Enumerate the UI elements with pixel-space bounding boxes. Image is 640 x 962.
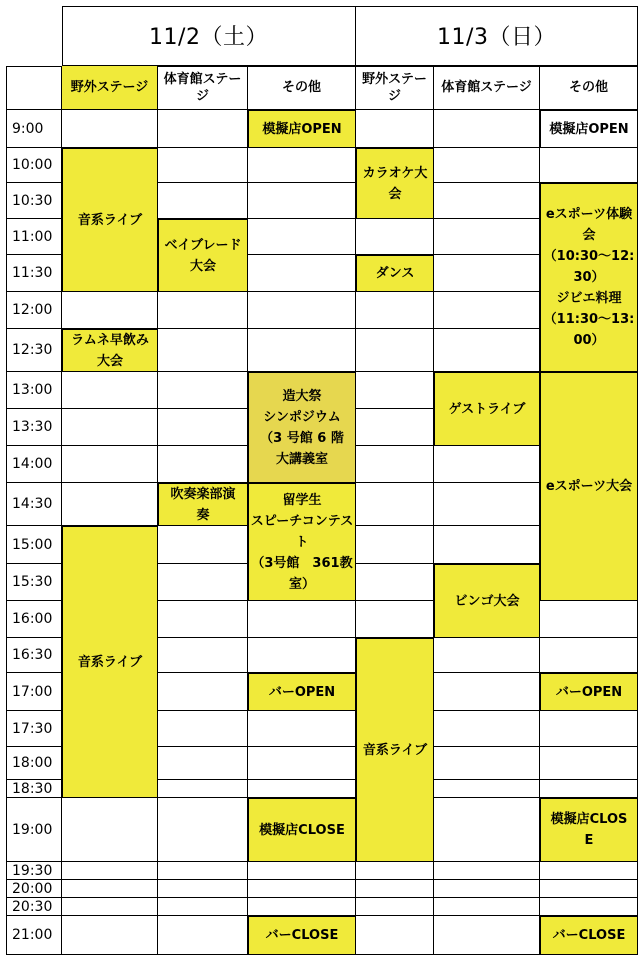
time-cell: 18:00 [6, 747, 62, 780]
grid-cell [356, 862, 434, 880]
grid-cell [540, 638, 638, 673]
event-cell: eスポーツ大会 [540, 372, 638, 601]
grid-cell [356, 564, 434, 601]
grid-cell [356, 329, 434, 372]
day-header-1: 11/2（土） [62, 6, 356, 66]
column-header-5: 体育館ステージ [434, 66, 540, 110]
time-cell: 14:30 [6, 483, 62, 526]
day-header-2: 11/3（日） [356, 6, 638, 66]
grid-cell [158, 372, 248, 409]
grid-cell [158, 638, 248, 673]
time-cell: 17:30 [6, 711, 62, 747]
grid-cell [356, 409, 434, 446]
grid-cell [434, 483, 540, 526]
grid-cell [434, 798, 540, 862]
event-cell: 模擬店CLOSE [248, 798, 356, 862]
event-cell: ビンゴ大会 [434, 564, 540, 638]
grid-cell [62, 898, 158, 916]
time-cell: 15:30 [6, 564, 62, 601]
grid-cell [62, 409, 158, 446]
grid-cell [434, 898, 540, 916]
grid-cell [434, 916, 540, 955]
event-cell: カラオケ大 会 [356, 148, 434, 219]
grid-cell [356, 898, 434, 916]
grid-cell [62, 446, 158, 483]
event-cell: バーCLOSE [540, 916, 638, 955]
grid-cell [248, 747, 356, 780]
time-cell: 14:00 [6, 446, 62, 483]
event-cell: 模擬店OPEN [540, 110, 638, 148]
grid-cell [158, 780, 248, 798]
grid-cell [62, 880, 158, 898]
grid-cell [158, 601, 248, 638]
grid-cell [434, 638, 540, 673]
grid-cell [248, 292, 356, 329]
grid-cell [62, 372, 158, 409]
grid-cell [62, 483, 158, 526]
corner-cell [6, 66, 62, 110]
time-cell: 16:30 [6, 638, 62, 673]
grid-cell [540, 898, 638, 916]
event-cell: バーCLOSE [248, 916, 356, 955]
grid-cell [434, 747, 540, 780]
column-header-6: その他 [540, 66, 638, 110]
grid-cell [158, 564, 248, 601]
event-cell: 音系ライブ [356, 638, 434, 862]
grid-cell [356, 483, 434, 526]
time-cell: 10:30 [6, 183, 62, 219]
grid-cell [158, 916, 248, 955]
grid-cell [158, 798, 248, 862]
grid-cell [158, 880, 248, 898]
grid-cell [158, 183, 248, 219]
grid-cell [540, 862, 638, 880]
grid-cell [434, 292, 540, 329]
time-cell: 20:30 [6, 898, 62, 916]
grid-cell [158, 110, 248, 148]
event-cell: 音系ライブ [62, 526, 158, 798]
time-cell: 20:00 [6, 880, 62, 898]
time-cell: 13:30 [6, 409, 62, 446]
grid-cell [248, 255, 356, 292]
time-cell: 17:00 [6, 673, 62, 711]
grid-cell [356, 601, 434, 638]
grid-cell [540, 711, 638, 747]
grid-cell [62, 862, 158, 880]
time-cell: 18:30 [6, 780, 62, 798]
grid-cell [248, 780, 356, 798]
time-cell: 9:00 [6, 110, 62, 148]
grid-cell [434, 255, 540, 292]
grid-cell [434, 329, 540, 372]
grid-cell [62, 292, 158, 329]
grid-cell [434, 446, 540, 483]
event-cell: ベイブレード 大会 [158, 219, 248, 292]
event-cell: ラムネ早飲み 大会 [62, 329, 158, 372]
grid-cell [158, 747, 248, 780]
time-cell: 10:00 [6, 148, 62, 183]
grid-cell [62, 110, 158, 148]
time-cell: 11:30 [6, 255, 62, 292]
event-cell: バーOPEN [540, 673, 638, 711]
time-cell: 12:30 [6, 329, 62, 372]
grid-cell [540, 148, 638, 183]
grid-cell [248, 638, 356, 673]
grid-cell [158, 409, 248, 446]
event-cell: 造大祭 シンポジウム （3 号館 6 階 大講義室 [248, 372, 356, 483]
time-cell: 21:00 [6, 916, 62, 955]
grid-cell [248, 148, 356, 183]
time-cell: 13:00 [6, 372, 62, 409]
grid-cell [158, 446, 248, 483]
event-cell: eスポーツ体験 会 （10:30～12: 30） ジビエ料理 （11:30～13: 00） [540, 183, 638, 372]
event-cell: 留学生 スピーチコンテス ト （3号館 361教 室） [248, 483, 356, 601]
grid-cell [248, 880, 356, 898]
grid-cell [248, 183, 356, 219]
grid-cell [434, 862, 540, 880]
event-cell: バーOPEN [248, 673, 356, 711]
grid-cell [434, 219, 540, 255]
time-cell: 19:30 [6, 862, 62, 880]
grid-cell [62, 916, 158, 955]
grid-cell [356, 526, 434, 564]
grid-cell [356, 219, 434, 255]
event-cell: 音系ライブ [62, 148, 158, 292]
grid-cell [158, 526, 248, 564]
grid-cell [540, 780, 638, 798]
event-cell: 吹奏楽部演 奏 [158, 483, 248, 526]
grid-cell [356, 916, 434, 955]
column-header-2: 体育館ステー ジ [158, 66, 248, 110]
time-cell: 15:00 [6, 526, 62, 564]
grid-cell [248, 862, 356, 880]
grid-cell [158, 673, 248, 711]
column-header-4: 野外ステー ジ [356, 66, 434, 110]
grid-cell [356, 446, 434, 483]
grid-cell [248, 219, 356, 255]
grid-cell [434, 673, 540, 711]
event-cell: 模擬店CLOS E [540, 798, 638, 862]
grid-cell [158, 898, 248, 916]
grid-cell [62, 798, 158, 862]
grid-cell [158, 711, 248, 747]
grid-cell [540, 880, 638, 898]
grid-cell [356, 880, 434, 898]
grid-cell [248, 898, 356, 916]
grid-cell [434, 780, 540, 798]
column-header-1: 野外ステージ [62, 66, 158, 110]
grid-cell [434, 880, 540, 898]
grid-cell [434, 110, 540, 148]
column-header-3: その他 [248, 66, 356, 110]
grid-cell [434, 711, 540, 747]
grid-cell [158, 329, 248, 372]
grid-cell [356, 372, 434, 409]
event-cell: 模擬店OPEN [248, 110, 356, 148]
grid-cell [356, 110, 434, 148]
grid-cell [540, 601, 638, 638]
grid-cell [158, 862, 248, 880]
grid-cell [540, 747, 638, 780]
grid-cell [248, 329, 356, 372]
grid-cell [434, 526, 540, 564]
time-cell: 12:00 [6, 292, 62, 329]
grid-cell [434, 148, 540, 183]
grid-cell [356, 292, 434, 329]
grid-cell [248, 601, 356, 638]
event-cell: ダンス [356, 255, 434, 292]
time-cell: 19:00 [6, 798, 62, 862]
time-cell: 16:00 [6, 601, 62, 638]
grid-cell [158, 292, 248, 329]
grid-cell [434, 183, 540, 219]
grid-cell [248, 711, 356, 747]
event-cell: ゲストライブ [434, 372, 540, 446]
time-cell: 11:00 [6, 219, 62, 255]
grid-cell [158, 148, 248, 183]
